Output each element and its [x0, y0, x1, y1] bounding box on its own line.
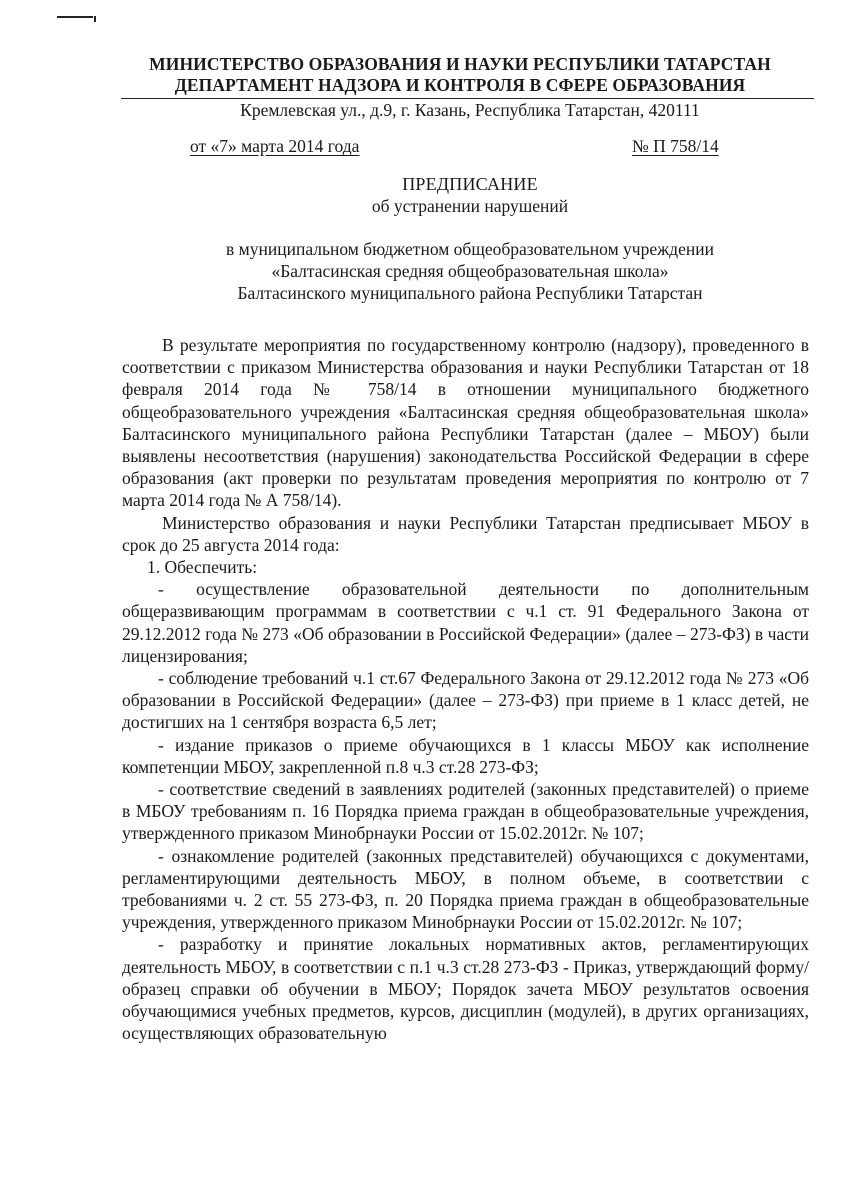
- prescription-paragraph: Министерство образования и науки Республики Татарстан предписывает МБОУ в срок до 25 августа 2014 года:: [122, 512, 809, 555]
- list-item: - издание приказов о приеме обучающихся в 1 классы МБОУ как исполнение компетенции МБОУ, закрепленной п.8 ч.3 ст.28 273-ФЗ;: [122, 734, 809, 777]
- list-heading: 1. Обеспечить:: [147, 557, 258, 578]
- list-item: - разработку и принятие локальных нормативных актов, регламентирующих деятельность МБОУ, в соответствии с п.1 ч.3 ст.28 273-ФЗ - Приказ, утверждающий форму/образец справки об обучении в МБОУ; Порядок зачета МБОУ результатов освоения обучающимися учебных предметов, курсов, дисциплин (модулей), в других организациях, осуществляющих образовательную: [122, 934, 809, 1044]
- document-number: № П 758/14: [632, 136, 719, 156]
- document-body: [122, 334, 809, 1045]
- title-sub: об устранении нарушений: [371, 195, 569, 216]
- institution-line-3: Балтасинского муниципального района Республики Татарстан: [237, 283, 703, 303]
- institution-block: [120, 238, 820, 304]
- title-main: ПРЕДПИСАНИЕ: [402, 174, 538, 194]
- document-date: от «7» марта 2014 года: [190, 136, 360, 156]
- list-item: - осуществление образовательной деятельности по дополнительным общеразвивающим программам в соответствии с ч.1 ст. 91 Федерального Закона от 29.12.2012 года № 273 «Об образовании в Российской Федерации» (далее – 273-ФЗ) в части лицензирования;: [122, 579, 809, 666]
- list-item: - соответствие сведений в заявлениях родителей (законных представителей) о приеме в МБОУ требованиям п. 16 Порядка приема граждан в общеобразовательные учреждения, утвержденного приказом Минобрнауки России от 15.02.2012г. № 107;: [122, 779, 809, 844]
- ministry-name: МИНИСТЕРСТВО ОБРАЗОВАНИЯ И НАУКИ РЕСПУБЛИКИ ТАТАРСТАН: [149, 54, 771, 74]
- institution-line-2: «Балтасинская средняя общеобразовательная школа»: [271, 261, 669, 281]
- document-title: [120, 174, 820, 217]
- list-item: - ознакомление родителей (законных представителей) обучающихся с документами, регламентирующими деятельность МБОУ, в полном объеме, в соответствии с требованиями ч. 2 ст. 55 273-ФЗ, п. 20 Порядка приема граждан в общеобразовательные учреждения, утвержденного приказом Минобрнауки России от 15.02.2012г. № 107;: [122, 845, 809, 933]
- department-name: ДЕПАРТАМЕНТ НАДЗОРА И КОНТРОЛЯ В СФЕРЕ ОБРАЗОВАНИЯ: [174, 75, 746, 95]
- address: Кремлевская ул., д.9, г. Казань, Республика Татарстан, 420111: [240, 100, 700, 120]
- scan-mark: [57, 16, 93, 18]
- organization-header: [120, 54, 800, 96]
- intro-paragraph: В результате мероприятия по государственному контролю (надзору), проведенного в соответствии с приказом Министерства образования и науки Республики Татарстан от 18 февраля 2014 года № 758/14 в отношении муниципального бюджетного общеобразовательного учреждения «Балтасинская средняя общеобразовательная школа» Балтасинского муниципального района Республики Татарстан (далее – МБОУ) были выявлены несоответствия (нарушения) законодательства Российской Федерации в сфере образования (акт проверки по результатам проведения мероприятия по контролю от 7 марта 2014 года № А 758/14).: [122, 335, 809, 511]
- list-item: - соблюдение требований ч.1 ст.67 Федерального Закона от 29.12.2012 года № 273 «Об образовании в Российской Федерации» (далее – 273-ФЗ) при приеме в 1 класс детей, не достигших на 1 сентября возраста 6,5 лет;: [122, 668, 809, 733]
- institution-line-1: в муниципальном бюджетном общеобразовательном учреждении: [226, 239, 714, 259]
